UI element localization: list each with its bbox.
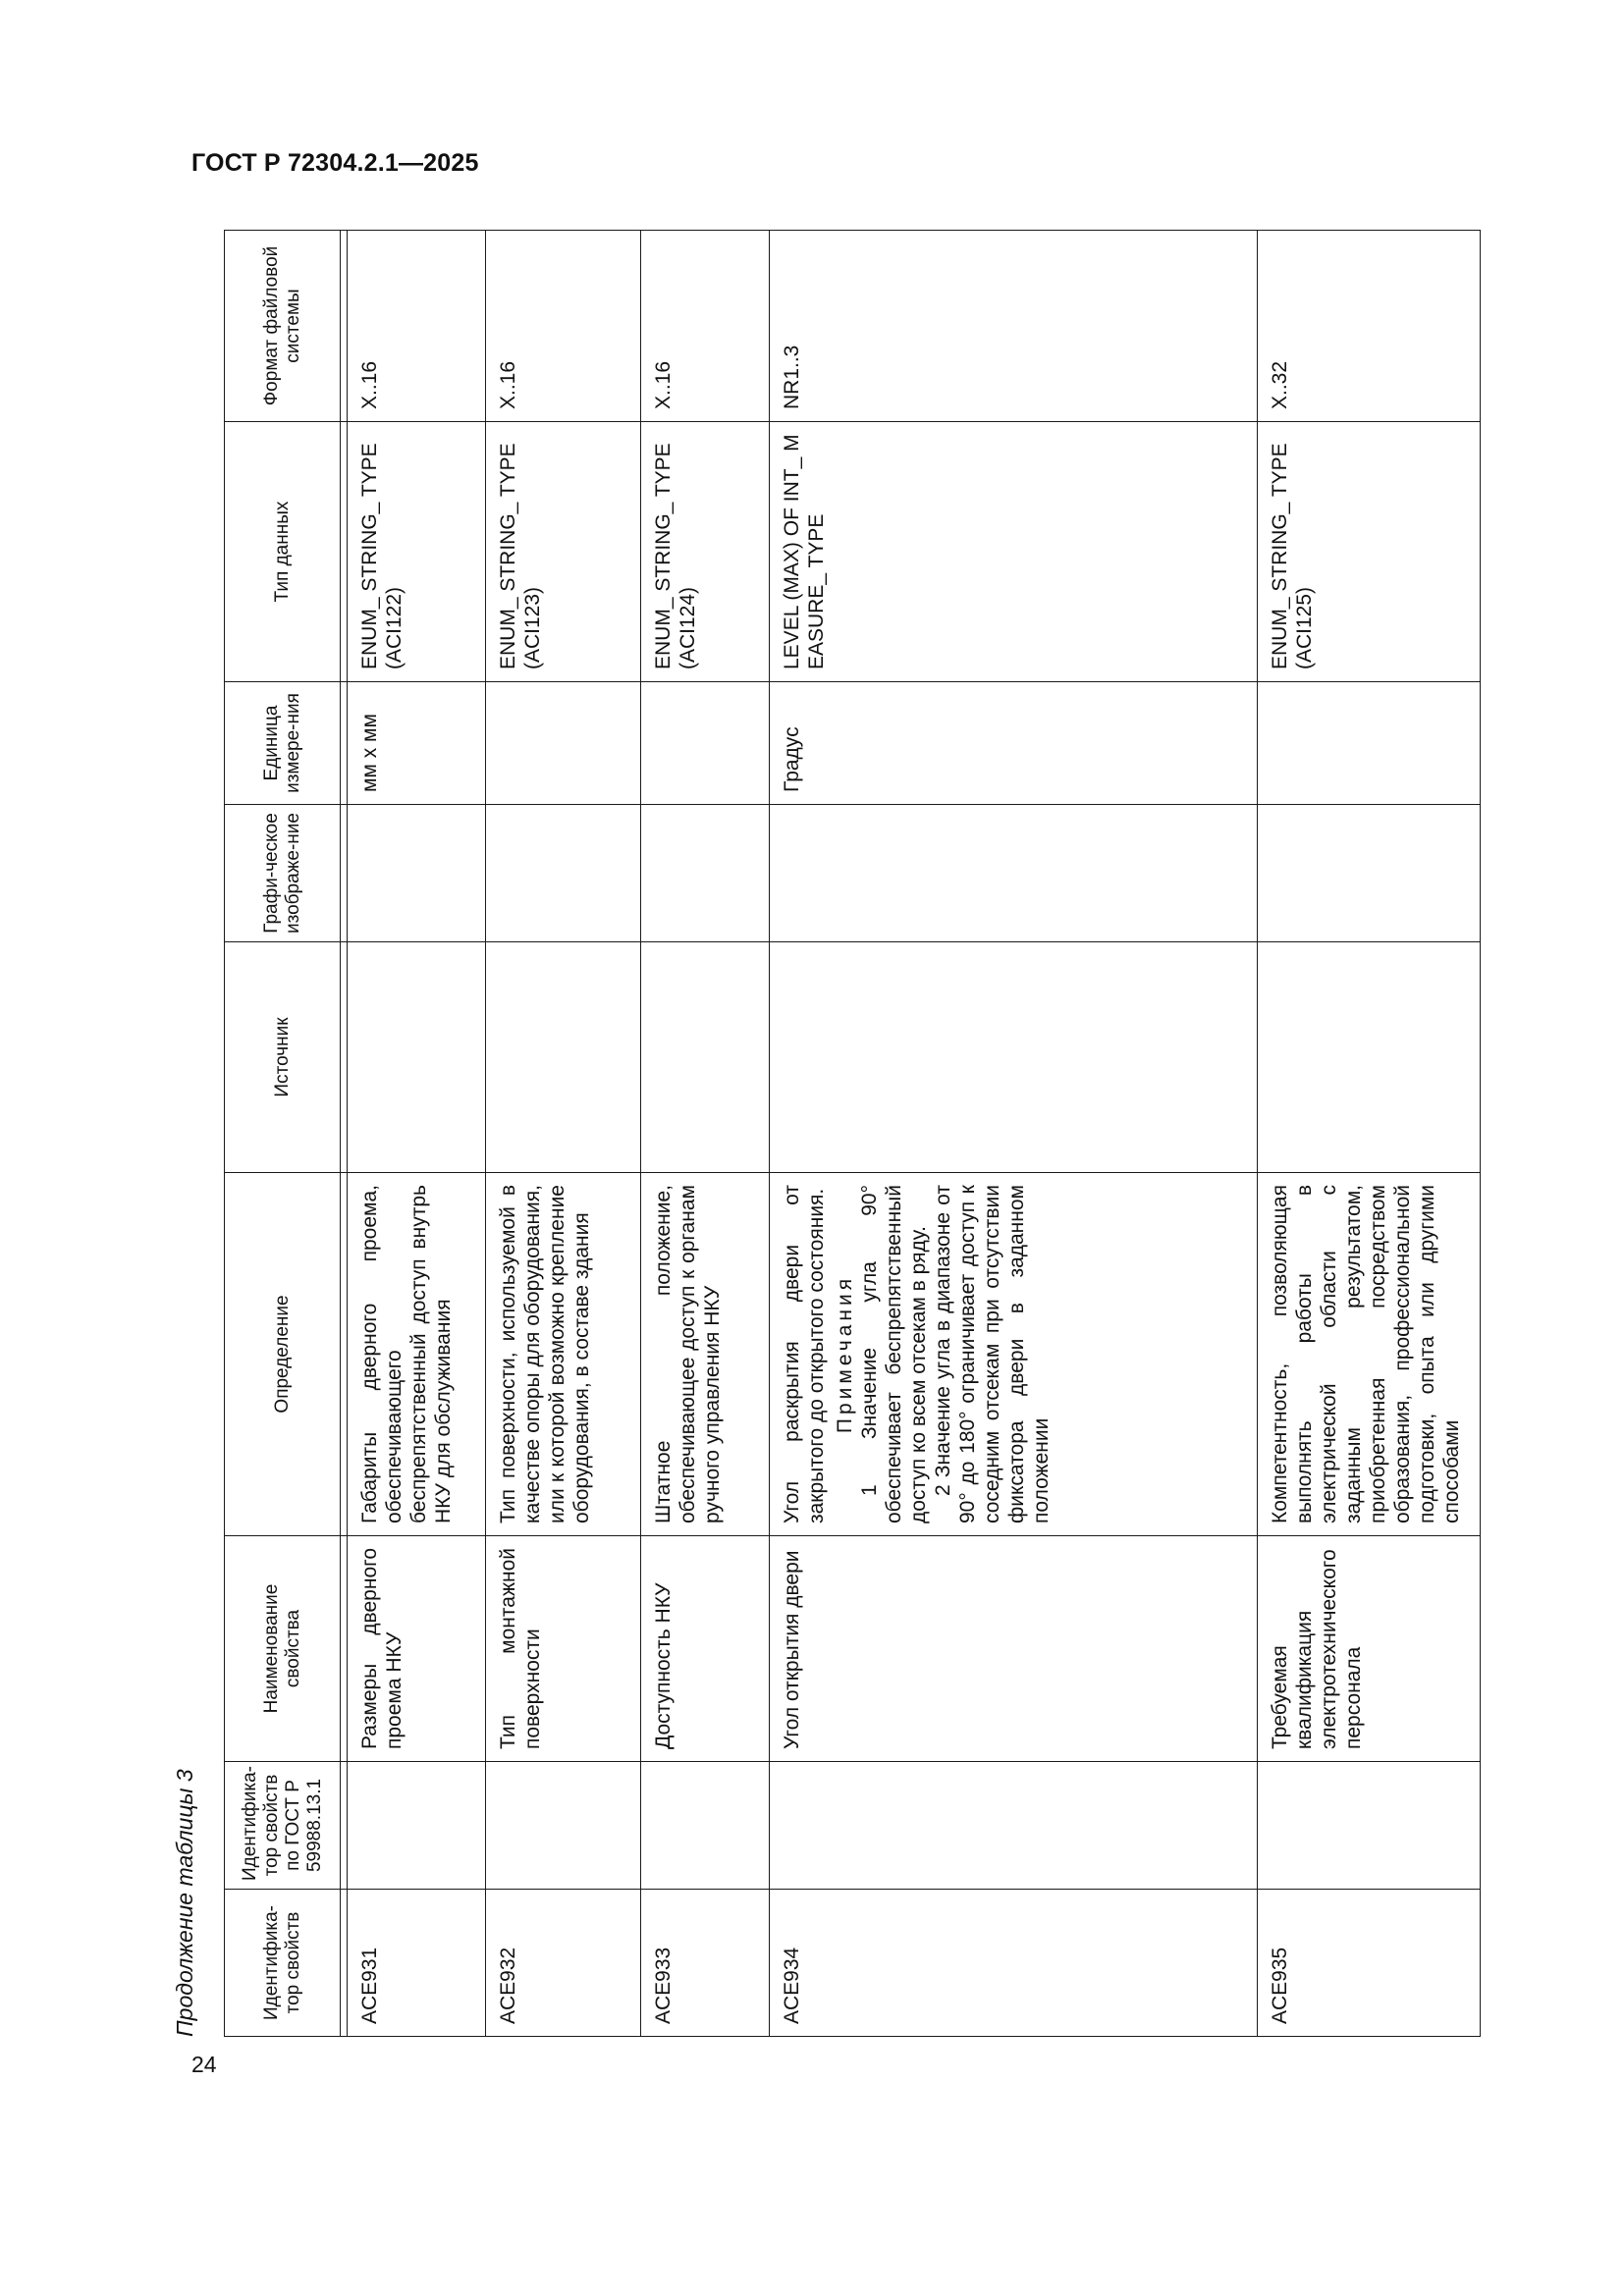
column-header: Источник [225, 942, 341, 1173]
cell-definition: Штатное положение, обеспечивающее доступ к органам ручного управления НКУ [641, 1173, 769, 1536]
cell-format: NR1..3 [769, 231, 1258, 422]
table-caption: Продолжение таблицы 3 [172, 1769, 197, 2037]
cell-datatype: ENUM_ STRING_ TYPE (ACI125) [1258, 422, 1481, 682]
cell-graphic [1258, 805, 1481, 942]
cell-source [769, 942, 1258, 1173]
cell-datatype: ENUM_ STRING_ TYPE (ACI122) [348, 422, 485, 682]
cell-graphic [485, 805, 640, 942]
cell-definition: Тип поверхности, используемой в качестве опоры для оборудования, или к которой возможно крепление оборудования, в составе здания [485, 1173, 640, 1536]
column-header: Определение [225, 1173, 341, 1536]
cell-source [485, 942, 640, 1173]
cell-format: X..16 [485, 231, 640, 422]
cell-graphic [348, 805, 485, 942]
table-container [224, 231, 1481, 2037]
document-header: ГОСТ Р 72304.2.1—2025 [191, 149, 479, 177]
cell-unit [1258, 682, 1481, 805]
cell-source [641, 942, 769, 1173]
column-header: Наименование свойства [225, 1536, 341, 1762]
cell-unit: Градус [769, 682, 1258, 805]
table-row [485, 231, 640, 2037]
note-item: 1 Значение угла 90° обеспечивает беспрепятственный доступ ко всем отсекам в ряду. [857, 1185, 930, 1523]
cell-id: ACE935 [1258, 1890, 1481, 2037]
cell-source [348, 942, 485, 1173]
cell-name: Угол открытия двери [769, 1536, 1258, 1762]
cell-source [1258, 942, 1481, 1173]
cell-format: X..16 [348, 231, 485, 422]
header-separator [341, 231, 348, 2037]
cell-format: X..32 [1258, 231, 1481, 422]
cell-datatype: LEVEL (MAX) OF INT_ MEASURE_ TYPE [769, 422, 1258, 682]
column-header: Графи-ческое изображе-ние [225, 805, 341, 942]
cell-id: ACE932 [485, 1890, 640, 2037]
cell-unit [485, 682, 640, 805]
cell-format: X..16 [641, 231, 769, 422]
cell-definition [769, 1173, 1258, 1536]
cell-graphic [769, 805, 1258, 942]
column-header: Идентифика-тор свойств [225, 1890, 341, 2037]
cell-unit: мм x мм [348, 682, 485, 805]
cell-gost-id [769, 1762, 1258, 1890]
cell-definition: Компетентность, позволяющая выполнять работы в электрической области с заданным результатом, приобретенная посредством образования, профессиональной подготовки, опыта или другими способами [1258, 1173, 1481, 1536]
column-header: Формат файловой системы [225, 231, 341, 422]
definition-text: Угол раскрытия двери от закрытого до открытого состояния. [780, 1185, 828, 1523]
cell-datatype: ENUM_ STRING_ TYPE (ACI124) [641, 422, 769, 682]
cell-gost-id [348, 1762, 485, 1890]
cell-id: ACE934 [769, 1890, 1258, 2037]
table-row [769, 231, 1258, 2037]
cell-datatype: ENUM_ STRING_ TYPE (ACI123) [485, 422, 640, 682]
cell-unit [641, 682, 769, 805]
note-title: Примечания [833, 1274, 856, 1434]
table-row [348, 231, 485, 2037]
cell-name: Размеры дверного проема НКУ [348, 1536, 485, 1762]
column-header: Единица измере-ния [225, 682, 341, 805]
cell-name: Доступность НКУ [641, 1536, 769, 1762]
cell-id: ACE933 [641, 1890, 769, 2037]
cell-name: Требуемая квалификация электротехнического персонала [1258, 1536, 1481, 1762]
table-row [641, 231, 769, 2037]
page-number: 24 [191, 2052, 217, 2077]
properties-table [224, 230, 1481, 2037]
cell-gost-id [641, 1762, 769, 1890]
cell-gost-id [485, 1762, 640, 1890]
note-item: 2 Значение угла в диапазоне от 90° до 180° ограничивает доступ к соседним отсекам при отсутствии фиксатора двери в заданном положении [931, 1185, 1053, 1523]
cell-gost-id [1258, 1762, 1481, 1890]
table-row [1258, 231, 1481, 2037]
table-header-row [225, 231, 341, 2037]
cell-graphic [641, 805, 769, 942]
cell-name: Тип монтажной поверхности [485, 1536, 640, 1762]
column-header: Идентифика-тор свойств по ГОСТ Р 59988.13.1 [225, 1762, 341, 1890]
cell-definition: Габариты дверного проема, обеспечивающего беспрепятственный доступ внутрь НКУ для обслуживания [348, 1173, 485, 1536]
column-header: Тип данных [225, 422, 341, 682]
cell-id: ACE931 [348, 1890, 485, 2037]
